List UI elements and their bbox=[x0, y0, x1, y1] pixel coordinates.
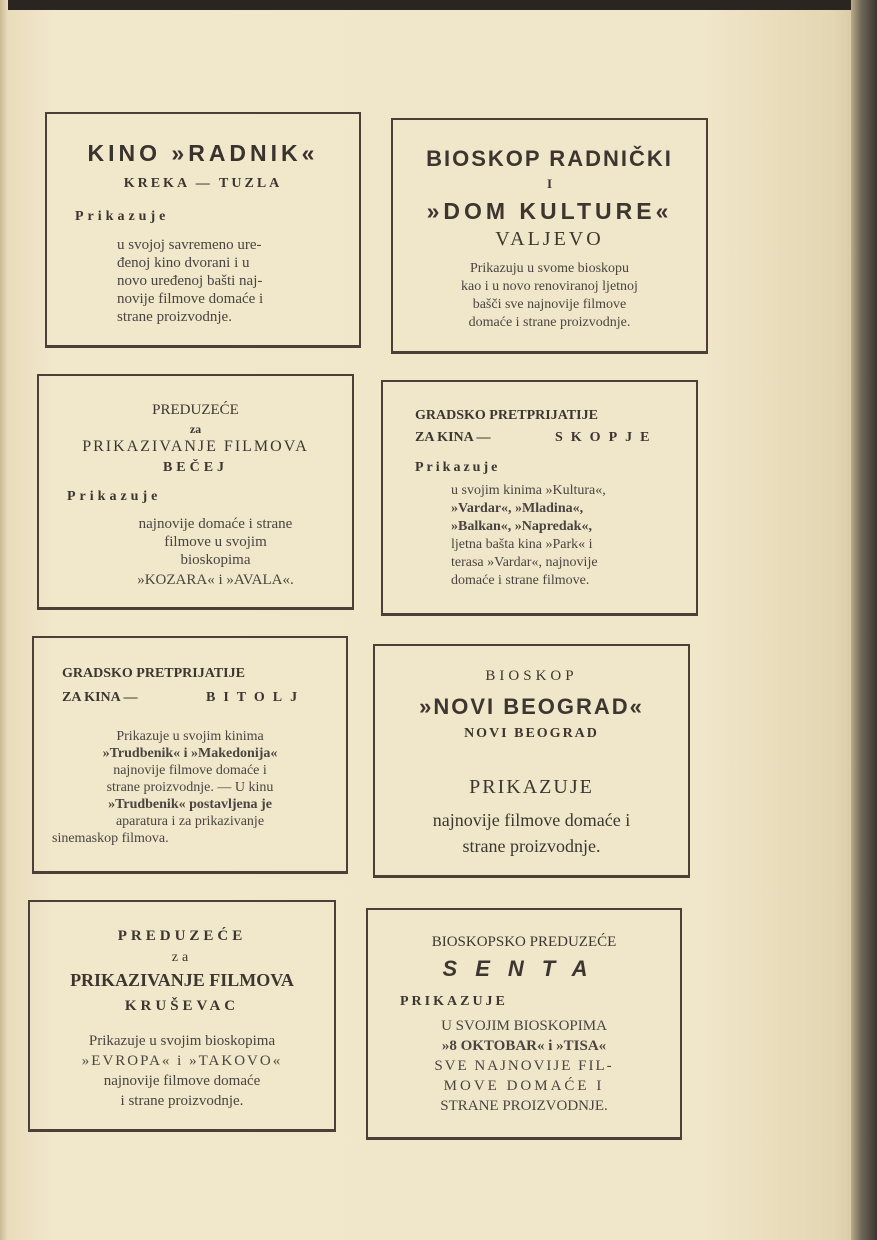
page-left-edge bbox=[0, 0, 8, 1240]
ad-line-2: za bbox=[189, 422, 202, 436]
ad-text-line: »Vardar«, »Mladina«, bbox=[451, 501, 584, 516]
ad-text-line: domaće i strane filmove. bbox=[451, 573, 590, 588]
ad-text-line: novije filmove domaće i bbox=[117, 291, 264, 307]
ad-text-line: Prikazuje u svojim kinima bbox=[116, 729, 264, 744]
ad-text-line: strane proizvodnje. bbox=[117, 309, 232, 325]
ad-text-line: MOVE DOMAĆE I bbox=[443, 1078, 605, 1094]
ad-line-2: za bbox=[171, 950, 193, 965]
ad-text-line: i strane proizvodnje. bbox=[120, 1093, 244, 1109]
ad-line-1: GRADSKO PRETPRIJATIJE bbox=[62, 666, 245, 681]
ad-text-line: novo uređenoj bašti naj- bbox=[117, 273, 263, 289]
scan-top-border bbox=[0, 0, 877, 10]
ad-text-line: najnovije filmove domaće i bbox=[113, 763, 267, 778]
ad-text-line: strane proizvodnje. bbox=[462, 836, 601, 856]
ad-text-line: u svojoj savremeno ure- bbox=[117, 237, 262, 253]
ad-text-line: U SVOJIM BIOSKOPIMA bbox=[441, 1018, 607, 1034]
ad-city: BEČEJ bbox=[162, 460, 229, 475]
ad-text-line: Prikazuje u svojim bioskopima bbox=[88, 1033, 276, 1049]
ad-title: »NOVI BEOGRAD« bbox=[419, 694, 644, 719]
ad-lead: Prikazuje bbox=[67, 489, 162, 504]
ad-bioskop-radnicki bbox=[391, 118, 708, 354]
ad-text-line: filmove u svojim bbox=[164, 534, 267, 550]
ad-gradsko-bitolj bbox=[32, 636, 348, 874]
ad-text-line: »EVROPA« i »TAKOVO« bbox=[81, 1053, 283, 1069]
ad-text-line: »KOZARA« i »AVALA«. bbox=[137, 572, 294, 588]
ad-text-line: bioskopima bbox=[180, 552, 251, 568]
ad-gradsko-skopje bbox=[381, 380, 698, 616]
ad-text-line: terasa »Vardar«, najnovije bbox=[451, 555, 598, 570]
ad-title-2: »DOM KULTURE« bbox=[426, 198, 673, 224]
ad-city: VALJEVO bbox=[495, 228, 604, 250]
ad-text-line: »Trudbenik« postavljena je bbox=[108, 797, 272, 812]
ad-text-line: najnovije filmove domaće i bbox=[432, 810, 631, 830]
ad-line-3: PRIKAZIVANJE FILMOVA bbox=[70, 970, 294, 990]
book-spine-shadow bbox=[851, 0, 877, 1240]
ad-text-line: aparatura i za prikazivanje bbox=[115, 814, 265, 829]
ad-text-line: Prikazuju u svome bioskopu bbox=[469, 261, 630, 276]
ad-bioskop-novi-beograd bbox=[373, 644, 690, 878]
ad-text-line: kao i u novo renoviranoj ljetnoj bbox=[461, 279, 638, 294]
ad-line-1: PREDUZEĆE bbox=[117, 928, 247, 944]
ad-text-line: đenoj kino dvorani i u bbox=[117, 255, 250, 271]
ad-line-2: ZA KINA — bbox=[415, 430, 491, 445]
ad-text-line: »Balkan«, »Napredak«, bbox=[451, 519, 592, 534]
ad-city: BITOLJ bbox=[206, 690, 306, 705]
ad-text-line: u svojim kinima »Kultura«, bbox=[451, 483, 606, 498]
ad-bioskopsko-senta bbox=[366, 908, 682, 1140]
ad-line-3: PRIKAZIVANJE FILMOVA bbox=[82, 438, 309, 455]
ad-city: KRUŠEVAC bbox=[124, 998, 240, 1014]
ad-lead: Prikazuje bbox=[415, 460, 501, 475]
ad-text-line: sinemaskop filmova. bbox=[52, 831, 169, 846]
ad-text-line: bašči sve najnovije filmove bbox=[472, 297, 627, 312]
ad-preduzece-becej bbox=[37, 374, 354, 610]
ad-text-line: najnovije filmove domaće bbox=[103, 1073, 261, 1089]
ad-text-line: najnovije domaće i strane bbox=[138, 516, 293, 532]
ad-text-line: STRANE PROIZVODNJE. bbox=[440, 1098, 608, 1114]
ad-title: SENTA bbox=[442, 956, 606, 981]
ad-kino-radnik bbox=[45, 112, 361, 348]
ad-title: KINO »RADNIK« bbox=[87, 140, 319, 166]
ad-text-line: »Trudbenik« i »Makedonija« bbox=[102, 746, 278, 761]
ad-lead: Prikazuje bbox=[75, 209, 170, 224]
ad-text-line: »8 OKTOBAR« i »TISA« bbox=[441, 1038, 607, 1054]
ad-preduzece-krusevac bbox=[28, 900, 336, 1132]
ad-text-line: strane proizvodnje. — U kinu bbox=[106, 780, 274, 795]
ad-lead: PRIKAZUJE bbox=[400, 994, 508, 1009]
ad-line-2: ZA KINA — bbox=[62, 690, 138, 705]
ad-text-line: ljetna bašta kina »Park« i bbox=[451, 537, 593, 552]
ad-text-line: domaće i strane proizvodnje. bbox=[468, 315, 631, 330]
ad-text-line: SVE NAJNOVIJE FIL- bbox=[434, 1058, 614, 1074]
ad-conjunction: I bbox=[546, 176, 553, 191]
ad-line-1: BIOSKOPSKO PREDUZEĆE bbox=[431, 934, 617, 950]
ad-line-1: PREDUZEĆE bbox=[152, 402, 239, 418]
ad-city: NOVI BEOGRAD bbox=[464, 726, 599, 741]
ad-lead: PRIKAZUJE bbox=[469, 776, 594, 798]
ad-line-1: GRADSKO PRETPRIJATIJE bbox=[415, 408, 598, 423]
ad-line-1: BIOSKOP bbox=[485, 668, 578, 684]
ad-subtitle: KREKA — TUZLA bbox=[123, 176, 283, 191]
ad-title: BIOSKOP RADNIČKI bbox=[426, 146, 673, 171]
ad-city: SKOPJE bbox=[555, 430, 658, 445]
